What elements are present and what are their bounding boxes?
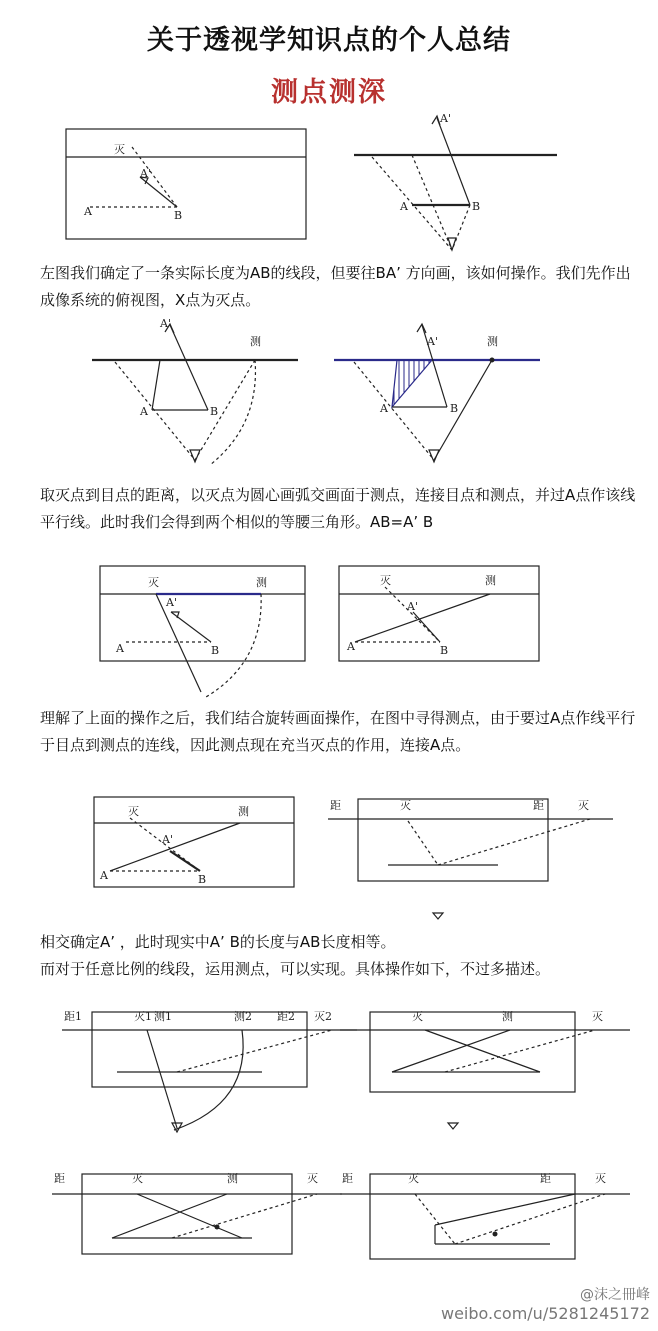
label-a: A	[140, 405, 148, 418]
figure-6-right	[340, 1170, 630, 1280]
label-a: A	[400, 200, 408, 213]
figure-3-right	[335, 562, 545, 677]
label-vanish-2: 灭	[595, 1172, 606, 1185]
label-a: A	[100, 869, 108, 882]
label-a-prime: A'	[407, 600, 418, 613]
label-measure: 测	[502, 1010, 513, 1023]
label-a: A	[380, 402, 388, 415]
watermark-handle: @沫之冊峰	[580, 1287, 650, 1303]
label-vanish: 灭	[408, 1172, 419, 1185]
watermark-url: weibo.com/u/5281245172	[440, 1304, 650, 1323]
figure-4-left	[90, 793, 305, 893]
paragraph-3: 理解了上面的操作之后，我们结合旋转画面操作，在图中寻得测点，由于要过A点作线平行于目点到测点的连线，因此测点现在充当灭点的作用，连接A点。	[40, 709, 636, 754]
label-meas-1: 测1	[154, 1010, 172, 1023]
label-measure: 测	[485, 574, 496, 587]
figure-5-left	[62, 1008, 357, 1138]
label-b: B	[472, 200, 481, 213]
label-vanish-2: 灭	[578, 799, 589, 812]
label-vanish-2: 灭	[592, 1010, 603, 1023]
figure-3-left	[96, 562, 311, 702]
label-a-prime: A'	[140, 167, 151, 180]
label-vanish: 灭	[400, 799, 411, 812]
label-a-prime: A'	[427, 335, 438, 348]
label-a: A	[347, 640, 355, 653]
label-vanish: 灭	[380, 574, 391, 587]
label-distance: 距	[54, 1172, 65, 1185]
label-b: B	[210, 405, 219, 418]
label-measure: 测	[238, 805, 249, 818]
label-vanish: 灭	[148, 576, 159, 589]
label-measure: 测	[487, 335, 498, 348]
label-vanish-1: 灭1	[134, 1010, 152, 1023]
label-vanish: 灭	[132, 1172, 143, 1185]
label-distance: 距	[342, 1172, 353, 1185]
figure-4-right	[328, 795, 613, 925]
label-vanish: 灭	[114, 143, 125, 156]
label-dist-2: 距2	[277, 1010, 295, 1023]
label-b: B	[440, 644, 449, 657]
label-distance-2: 距	[540, 1172, 551, 1185]
label-measure: 测	[250, 335, 261, 348]
label-a-prime: A'	[166, 596, 177, 609]
page-subtitle: 测点测深	[271, 77, 387, 108]
label-vanish: 灭	[412, 1010, 423, 1023]
paragraph-2: 取灭点到目点的距离，以灭点为圆心画弧交画面于测点，连接目点和测点，并过A点作该线平行线。此时我们会得到两个相似的等腰三角形。AB=A’ B	[40, 486, 636, 531]
paragraph-4: 相交确定A’ ，此时现实中A’ B的长度与AB长度相等。	[40, 933, 396, 951]
label-a-prime: A'	[440, 112, 451, 125]
figure-2-right	[332, 315, 542, 470]
label-b: B	[174, 209, 183, 222]
label-a: A	[84, 205, 92, 218]
label-vanish-2: 灭2	[314, 1010, 332, 1023]
figure-5-right	[340, 1008, 630, 1138]
label-a-prime: A'	[160, 317, 171, 330]
paragraph-5: 而对于任意比例的线段，运用测点，可以实现。具体操作如下，不过多描述。	[40, 960, 551, 978]
figure-6-left	[52, 1170, 342, 1280]
label-b: B	[450, 402, 459, 415]
label-measure: 测	[227, 1172, 238, 1185]
label-vanish-2: 灭	[307, 1172, 318, 1185]
label-distance: 距	[330, 799, 341, 812]
label-b: B	[211, 644, 220, 657]
figure-1-right	[352, 110, 562, 260]
label-a: A	[116, 642, 124, 655]
label-dist-1: 距1	[64, 1010, 82, 1023]
paragraph-1: 左图我们确定了一条实际长度为AB的线段，但要往BA’ 方向画，该如何操作。我们先作出成像系统的俯视图，X点为灭点。	[40, 264, 631, 309]
figure-2-left	[90, 315, 300, 470]
figure-1-left	[62, 125, 312, 245]
page-title: 关于透视学知识点的个人总结	[147, 25, 511, 56]
label-measure: 测	[256, 576, 267, 589]
label-meas-2: 测2	[234, 1010, 252, 1023]
label-b: B	[198, 873, 207, 886]
label-a-prime: A'	[162, 833, 173, 846]
label-vanish: 灭	[128, 805, 139, 818]
watermark	[441, 1284, 650, 1323]
label-distance-2: 距	[533, 799, 544, 812]
